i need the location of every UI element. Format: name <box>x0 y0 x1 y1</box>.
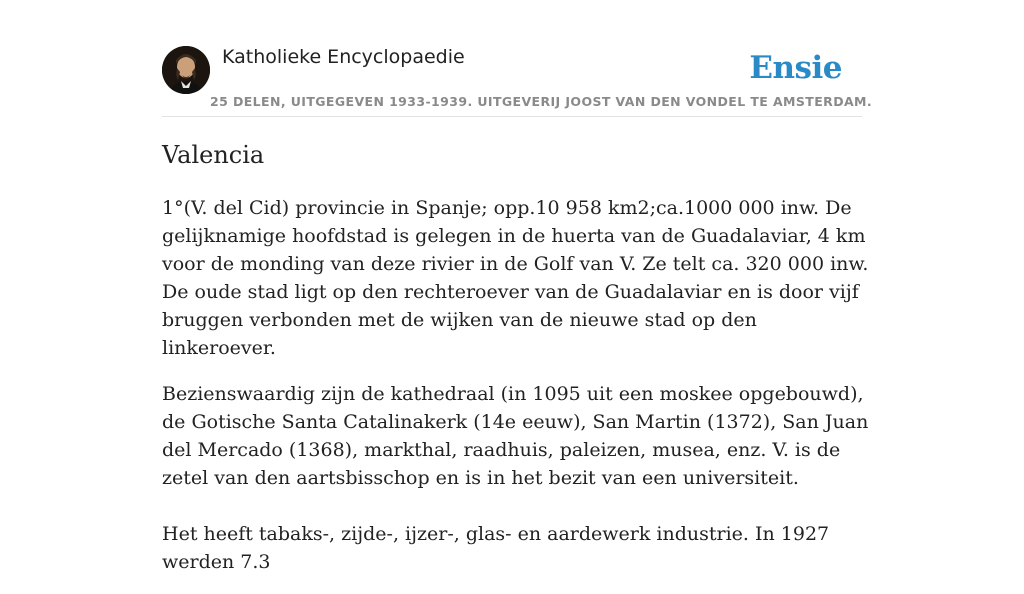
article-title: Valencia <box>162 141 265 169</box>
source-title[interactable]: Katholieke Encyclopaedie <box>222 46 465 68</box>
article-paragraph: Bezienswaardig zijn de kathedraal (in 1095 uit een moskee opgebouwd), de Gotische Santa Catalinakerk (14e eeuw), San Martin (1372), San Juan del Mercado (1368), markthal, raadhuis, paleizen, musea, enz. V. is de zetel van den aartsbisschop en is in het bezit van een universiteit. <box>162 383 869 489</box>
source-subtitle: 25 DELEN, UITGEGEVEN 1933-1939. UITGEVERIJ JOOST VAN DEN VONDEL TE AMSTERDAM. <box>210 94 873 109</box>
ensie-logo[interactable]: Ensie <box>749 50 842 86</box>
source-header <box>162 44 873 117</box>
source-avatar[interactable] <box>162 46 210 94</box>
portrait-icon <box>162 46 210 94</box>
article-paragraph: 1°(V. del Cid) provincie in Spanje; opp.10 958 km2;ca.1000 000 inw. De gelijknamige hoofdstad is gelegen in de huerta van de Guadalaviar, 4 km voor de monding van deze rivier in de Golf van V. Ze telt ca. 320 000 inw. De oude stad ligt op den rechteroever van de Guadalaviar en is door vijf bruggen verbonden met de wijken van de nieuwe stad op den linkeroever. <box>162 197 869 359</box>
article-paragraph: Het heeft tabaks-, zijde-, ijzer-, glas- en aardewerk industrie. In 1927 werden 7.3 <box>162 523 830 573</box>
article <box>162 136 872 594</box>
